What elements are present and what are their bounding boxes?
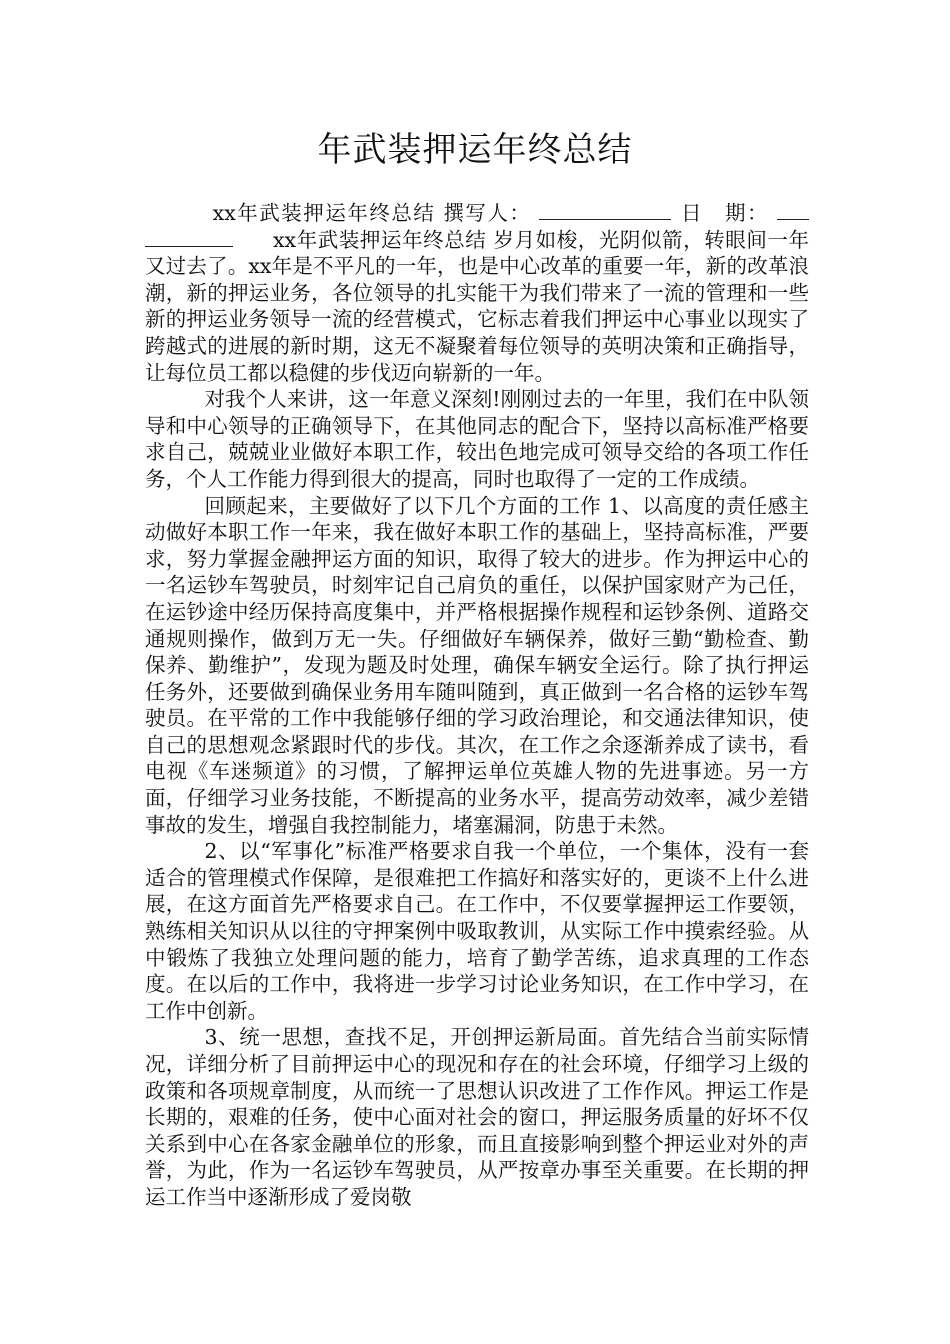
document-body <box>145 200 809 1211</box>
document-title: 年武装押运年终总结 <box>317 130 633 170</box>
paragraph-4: 2、以“军事化”标准严格要求自我一个单位，一个集体，没有一套适合的管理模式作保障，是很难把工作搞好和落实好的，更谈不上什么进展，在这方面首先严格要求自己。在工作中，不仅要掌握押运工作要领，熟练相关知识从以往的守押案例中吸取教训，从实际工作中摸索经验。从中锻炼了我独立处理问题的能力，培育了勤学苦练，追求真理的工作态度。在以后的工作中，我将进一步学习讨论业务知识，在工作中学习，在工作中创新。 <box>145 839 809 1023</box>
paragraph-3: 回顾起来，主要做好了以下几个方面的工作 1、以高度的责任感主动做好本职工作一年来，我在做好本职工作的基础上，坚持高标准，严要求，努力掌握金融押运方面的知识，取得了较大的进步。作为押运中心的一名运钞车驾驶员，时刻牢记自己肩负的重任，以保护国家财产为己任，在运钞途中经历保持高度集中，并严格根据操作规程和运钞条例、道路交通规则操作，做到万无一失。仔细做好车辆保养，做好三勤“勤检查、勤保养、勤维护”，发现为题及时处理，确保车辆安全运行。除了执行押运任务外，还要做到确保业务用车随叫随到，真正做到一名合格的运钞车驾驶员。在平常的工作中我能够仔细的学习政治理论，和交通法律知识，使自己的思想观念紧跟时代的步伐。其次，在工作之余逐渐养成了读书，看电视《车迷频道》的习惯，了解押运单位英雄人物的先进事迹。另一方面，仔细学习业务技能，不断提高的业务水平，提高劳动效率，减少差错事故的发生，增强自我控制能力，堵塞漏洞，防患于未然。 <box>145 493 809 837</box>
header-paragraph <box>145 200 809 386</box>
paragraph-1: 岁月如梭，光阴似箭，转眼间一年又过去了。xx年是不平凡的一年，也是中心改革的重要一年，新的改革浪潮，新的押运业务，各位领导的扎实能干为我们带来了一流的管理和一些新的押运业务领导一流的经营模式，它标志着我们押运中心事业以现实了跨越式的进展的新时期，这无不凝聚着每位领导的英明决策和正确指导，让每位员工都以稳健的步伐迈向崭新的一年。 <box>145 227 810 385</box>
paragraph-2: 对我个人来讲，这一年意义深刻!刚刚过去的一年里，我们在中队领导和中心领导的正确领导下，在其他同志的配合下，坚持以高标准严格要求自己，兢兢业业做好本职工作，较出色地完成可领导交给的各项工作任务，个人工作能力得到很大的提高，同时也取得了一定的工作成绩。 <box>145 387 809 491</box>
intro-doc-name: xx年武装押运年终总结 <box>273 227 487 252</box>
date-blank-line-continued <box>145 228 233 247</box>
doc-name: xx年武装押运年终总结 <box>212 201 436 225</box>
author-blank-line <box>539 201 671 220</box>
author-label: 撰写人： <box>443 201 532 225</box>
paragraph-5: 3、统一思想，查找不足，开创押运新局面。首先结合当前实际情况，详细分析了目前押运中心的现况和存在的社会环境，仔细学习上级的政策和各项规章制度，从而统一了思想认识改进了工作作风。押运工作是长期的，艰难的任务，使中心面对社会的窗口，押运服务质量的好坏不仅关系到中心在各家金融单位的形象，而且直接影响到整个押运业对外的声誉，为此，作为一名运钞车驾驶员，从严按章办事至关重要。在长期的押运工作当中逐渐形成了爱岗敬 <box>145 1025 809 1209</box>
date-blank-line <box>777 201 809 220</box>
date-label: 日 期： <box>679 201 770 225</box>
